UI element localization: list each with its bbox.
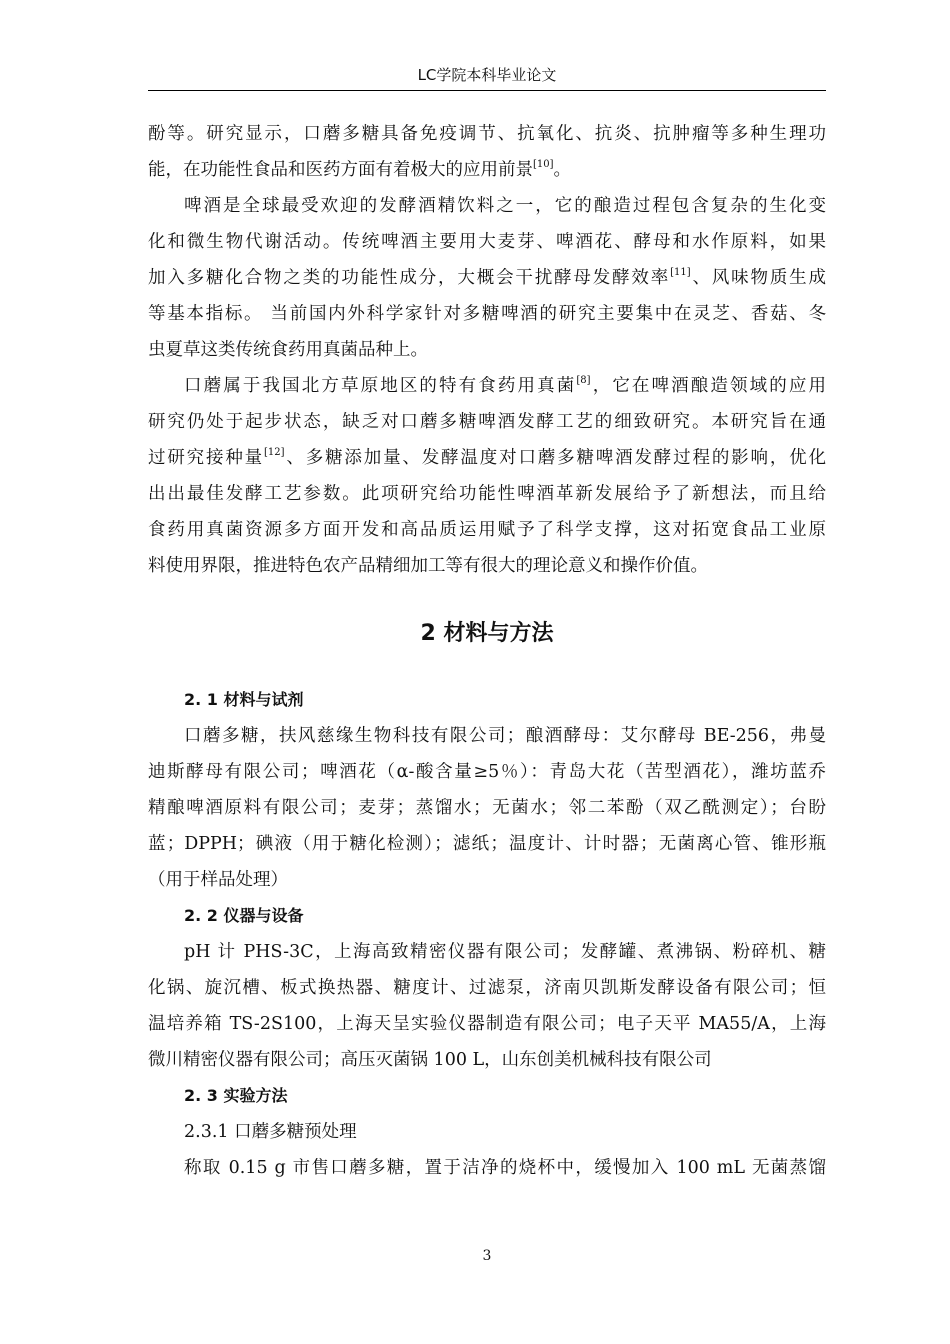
paragraph-line: 酚等。研究显示，口蘑多糖具备免疫调节、抗氧化、抗炎、抗肿瘤等多种生理功 bbox=[148, 124, 826, 144]
page-body bbox=[148, 116, 826, 1186]
subsection-heading: 2. 1 材料与试剂 bbox=[184, 690, 304, 709]
paragraph-line: 啤酒是全球最受欢迎的发酵酒精饮料之一，它的酿造过程包含复杂的生化变 bbox=[184, 196, 826, 216]
section-title: 2 材料与方法 bbox=[420, 621, 554, 646]
paragraph-line: 等基本指标。 当前国内外科学家针对多糖啤酒的研究主要集中在灵芝、香菇、冬 bbox=[148, 304, 826, 324]
citation: [8] bbox=[576, 375, 591, 386]
subsection-heading: 2. 3 实验方法 bbox=[184, 1086, 288, 1105]
paragraph-line: 温培养箱 TS-2S100，上海天呈实验仪器制造有限公司；电子天平 MA55/A，上海 bbox=[148, 1014, 826, 1034]
paragraph-line: 口蘑多糖，扶风慈缘生物科技有限公司；酿酒酵母：艾尔酵母 BE-256，弗曼 bbox=[184, 726, 826, 746]
paragraph-line: 研究仍处于起步状态，缺乏对口蘑多糖啤酒发酵工艺的细致研究。本研究旨在通 bbox=[148, 412, 826, 432]
paragraph-line: 虫夏草这类传统食药用真菌品种上。 bbox=[148, 340, 428, 360]
paragraph-line: 称取 0.15 g 市售口蘑多糖，置于洁净的烧杯中，缓慢加入 100 mL 无菌蒸馏 bbox=[184, 1158, 826, 1178]
header-rule bbox=[148, 90, 826, 91]
paragraph-line: 料使用界限，推进特色农产品精细加工等有很大的理论意义和操作价值。 bbox=[148, 556, 708, 576]
paragraph-line: 加入多糖化合物之类的功能性成分，大概会干扰酵母发酵效率[11]、风味物质生成 bbox=[148, 267, 826, 288]
paragraph-line: 过研究接种量[12]、多糖添加量、发酵温度对口蘑多糖啤酒发酵过程的影响，优化 bbox=[148, 447, 826, 468]
paragraph-line: 食药用真菌资源多方面开发和高品质运用赋予了科学支撑，这对拓宽食品工业原 bbox=[148, 520, 826, 540]
page-number: 3 bbox=[482, 1248, 492, 1264]
paragraph-line: 微川精密仪器有限公司；高压灭菌锅 100 L，山东创美机械科技有限公司 bbox=[148, 1050, 712, 1070]
paragraph-line: 能，在功能性食品和医药方面有着极大的应用前景[10]。 bbox=[148, 159, 572, 180]
sub-subsection-heading: 2.3.1 口蘑多糖预处理 bbox=[184, 1122, 357, 1142]
running-header: LC学院本科毕业论文 bbox=[417, 66, 557, 84]
citation: [10] bbox=[533, 159, 554, 170]
paragraph-line: 迪斯酵母有限公司；啤酒花（α-酸含量≥5％）：青岛大花（苦型酒花），潍坊蓝乔 bbox=[148, 762, 826, 782]
citation: [12] bbox=[264, 447, 285, 458]
paragraph-line: （用于样品处理） bbox=[148, 870, 288, 890]
paragraph-line: 口蘑属于我国北方草原地区的特有食药用真菌[8]，它在啤酒酿造领域的应用 bbox=[184, 375, 826, 396]
paragraph-line: pH 计 PHS-3C，上海高致精密仪器有限公司；发酵罐、煮沸锅、粉碎机、糖 bbox=[184, 942, 826, 962]
paragraph-line: 出出最佳发酵工艺参数。此项研究给功能性啤酒革新发展给予了新想法，而且给 bbox=[148, 484, 826, 504]
paragraph-line: 化锅、旋沉槽、板式换热器、糖度计、过滤泵，济南贝凯斯发酵设备有限公司；恒 bbox=[148, 978, 826, 998]
paragraph-line: 精酿啤酒原料有限公司；麦芽；蒸馏水；无菌水；邻二苯酚（双乙酰测定）；台盼 bbox=[148, 798, 826, 818]
paragraph-line: 化和微生物代谢活动。传统啤酒主要用大麦芽、啤酒花、酵母和水作原料，如果 bbox=[148, 232, 826, 252]
subsection-heading: 2. 2 仪器与设备 bbox=[184, 906, 304, 925]
citation: [11] bbox=[670, 267, 691, 278]
paragraph-line: 蓝；DPPH；碘液（用于糖化检测）；滤纸；温度计、计时器；无菌离心管、锥形瓶 bbox=[148, 834, 826, 854]
